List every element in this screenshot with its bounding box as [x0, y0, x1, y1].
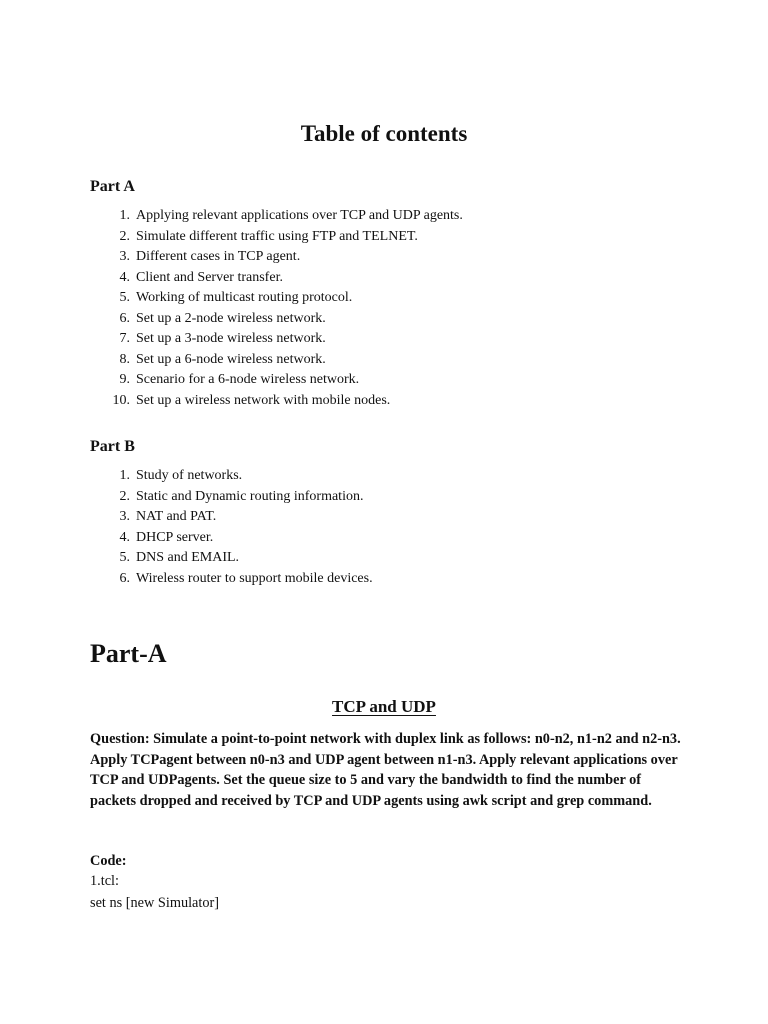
code-line: set ns [new Simulator]: [90, 895, 220, 911]
list-item-number: 6.: [119, 310, 130, 326]
toc-title: Table of contents: [300, 121, 468, 146]
list-item-number: 10.: [112, 392, 130, 408]
list-item-text: Wireless router to support mobile devices.: [136, 570, 373, 586]
list-item-number: 6.: [119, 570, 130, 586]
list-item-text: NAT and PAT.: [136, 509, 217, 524]
question-text: Question: Simulate a point-to-point network with duplex link as follows: n0-n2, n1-n2 and n2-n3. Apply TCPagent between n0-n3 and UDP agent between n1-n3. Apply relevant applications over TCP and UDPagents. Set the queue size to 5 and vary the bandwidth to find the number of packets dropped and received by TCP and UDP agents using awk script and grep command.: [90, 731, 681, 810]
list-item-number: 5.: [119, 550, 130, 565]
list-item-text: DNS and EMAIL.: [136, 550, 240, 565]
list-item-text: Set up a 3-node wireless network.: [136, 331, 326, 346]
section-title-text: TCP and UDP: [332, 697, 436, 716]
list-item-text: Scenario for a 6-node wireless network.: [136, 372, 360, 387]
code-line: 1.tcl:: [90, 873, 119, 889]
list-item-text: Working of multicast routing protocol.: [136, 290, 353, 305]
list-item-number: 4.: [119, 269, 130, 285]
list-item-number: 9.: [119, 372, 130, 387]
list-item-number: 1.: [119, 468, 130, 483]
part-a-heading: Part A: [90, 178, 135, 195]
list-item-number: 3.: [119, 249, 130, 264]
list-item-text: DHCP server.: [136, 529, 214, 545]
code-label: Code:: [90, 853, 127, 869]
list-item-text: Client and Server transfer.: [136, 269, 283, 285]
list-item-number: 5.: [119, 290, 130, 305]
list-item-number: 8.: [119, 351, 130, 367]
list-item-number: 2.: [119, 488, 130, 504]
list-item-number: 2.: [119, 228, 130, 244]
list-item-text: Study of networks.: [136, 468, 243, 483]
list-item-number: 7.: [119, 331, 130, 346]
list-item-number: 3.: [119, 509, 130, 524]
part-heading: Part-A: [90, 639, 167, 668]
list-item-text: Static and Dynamic routing information.: [136, 488, 364, 504]
list-item-text: Applying relevant applications over TCP and UDP agents.: [136, 208, 463, 223]
list-item-number: 1.: [119, 208, 130, 223]
section-title: [0, 695, 768, 719]
list-item-text: Simulate different traffic using FTP and TELNET.: [136, 228, 418, 244]
list-item-number: 4.: [119, 529, 130, 545]
list-item-text: Set up a 2-node wireless network.: [136, 310, 326, 326]
list-item-text: Set up a wireless network with mobile nodes.: [136, 392, 391, 408]
list-item-text: Set up a 6-node wireless network.: [136, 351, 326, 367]
list-item-text: Different cases in TCP agent.: [136, 249, 301, 264]
part-b-heading: Part B: [90, 438, 135, 455]
